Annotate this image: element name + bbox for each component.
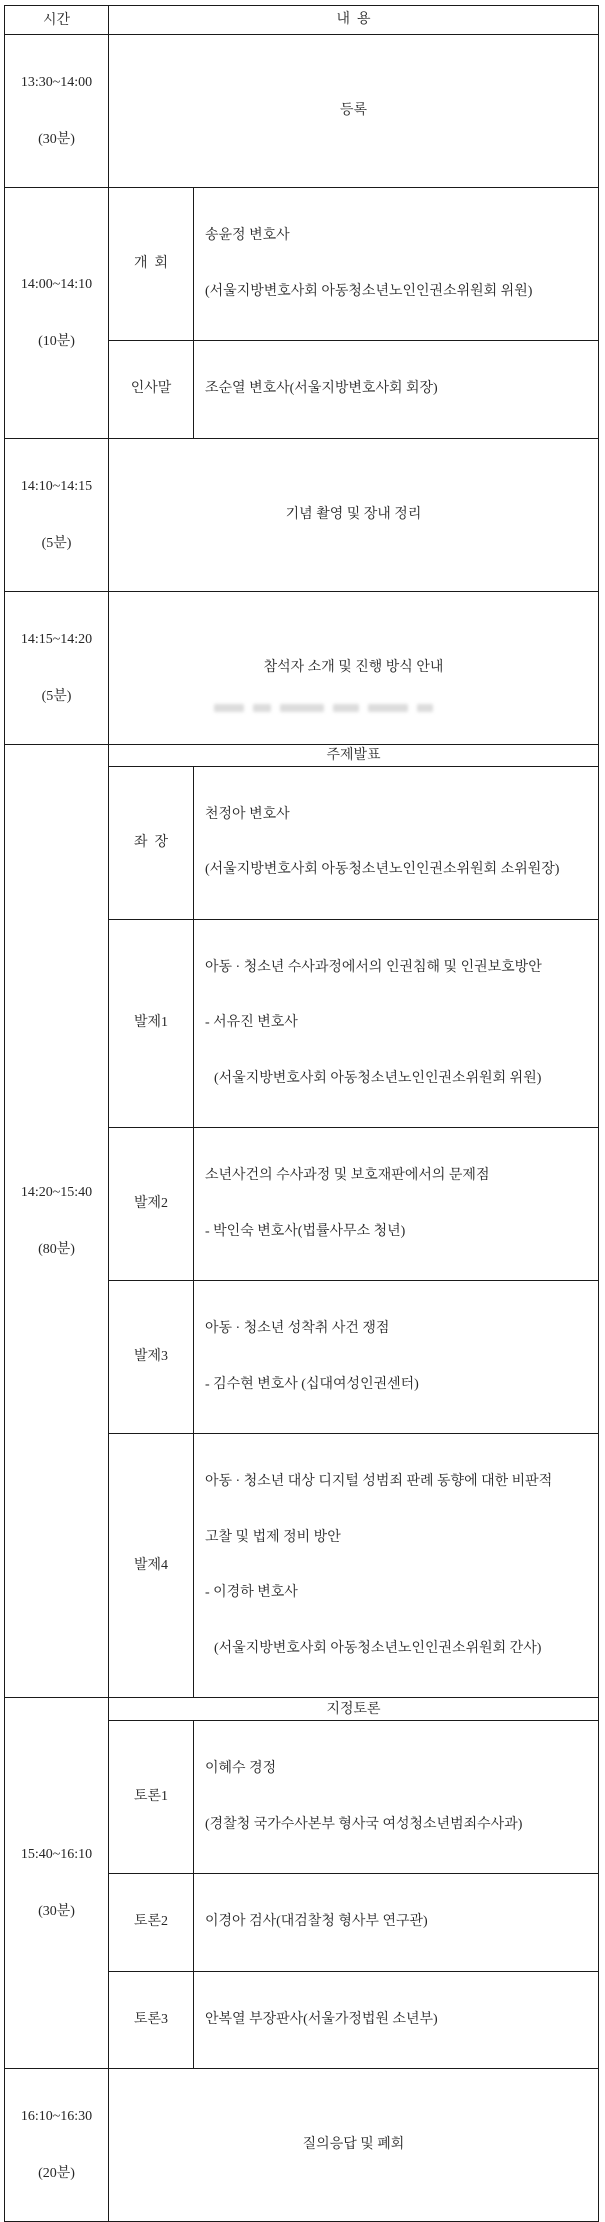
- time-range: 13:30~14:00: [20, 75, 93, 90]
- content-cell-greeting: [194, 341, 599, 439]
- presentation-title: 아동 · 청소년 수사과정에서의 인권침해 및 인권보호방안: [205, 959, 542, 975]
- section-title-presentations: 주제발표: [109, 744, 599, 766]
- time-duration: (10분): [38, 333, 75, 349]
- speaker-name: 천정아 변호사: [205, 806, 290, 822]
- presentation-title: 아동 · 청소년 성착취 사건 쟁점: [205, 1321, 390, 1336]
- time-range: 14:10~14:15: [20, 478, 93, 494]
- row-opening: [5, 188, 599, 341]
- label-cell-presentation-2: 발제2: [109, 1128, 194, 1281]
- time-range: 15:40~16:10: [20, 1847, 93, 1862]
- time-range: 14:00~14:10: [20, 276, 93, 292]
- content-column-header: 내 용: [109, 6, 599, 35]
- speaker-name: 이혜수 경정: [205, 1761, 277, 1776]
- time-range: 14:15~14:20: [20, 631, 93, 647]
- time-cell: [5, 591, 109, 744]
- speaker-name: 이경아 검사(대검찰청 형사부 연구관): [205, 1914, 428, 1929]
- content-cell-discussion-2: [194, 1874, 599, 1972]
- label-cell-discussion-2: 토론2: [109, 1874, 194, 1972]
- section-title-discussion: 지정토론: [109, 1698, 599, 1721]
- time-cell: [5, 35, 109, 188]
- row-intro: [5, 591, 599, 744]
- schedule-table: [4, 5, 599, 2222]
- label-cell-presentation-4: 발제4: [109, 1434, 194, 1698]
- time-duration: (20분): [38, 2166, 75, 2181]
- row-presentations-header: [5, 744, 599, 766]
- speaker-name: 안복열 부장판사(서울가정법원 소년부): [205, 2011, 438, 2027]
- content-cell-discussion-3: [194, 1971, 599, 2069]
- speaker-affiliation: (서울지방변호사회 아동청소년노인인권소위원회 위원): [214, 1070, 542, 1086]
- time-cell: [5, 1698, 109, 2069]
- label-cell-discussion-1: 토론1: [109, 1721, 194, 1874]
- row-discussion-header: [5, 1698, 599, 1721]
- content-cell-registration: 등록: [109, 35, 599, 188]
- content-cell-presentation-2: [194, 1128, 599, 1281]
- content-cell-photo: 기념 촬영 및 장내 정리: [109, 438, 599, 591]
- speaker-name: - 박인숙 변호사(법률사무소 청년): [205, 1223, 406, 1239]
- speaker-affiliation: (서울지방변호사회 아동청소년노인인권소위원회 소위원장): [205, 862, 560, 877]
- content-cell-presentation-3: [194, 1281, 599, 1434]
- label-cell-presentation-1: 발제1: [109, 919, 194, 1128]
- content-cell-closing: 질의응답 및 폐회: [109, 2069, 599, 2222]
- label-cell-chair: 좌 장: [109, 766, 194, 919]
- table-header-row: [5, 6, 599, 35]
- presentation-title: 아동 · 청소년 대상 디지털 성범죄 판례 동향에 대한 비판적: [205, 1474, 553, 1489]
- content-cell-chair: [194, 766, 599, 919]
- speaker-affiliation: (경찰청 국가수사본부 형사국 여성청소년범죄수사과): [205, 1816, 523, 1832]
- content-cell-presentation-1: [194, 919, 599, 1128]
- time-range: 16:10~16:30: [20, 2109, 93, 2124]
- label-cell-greeting: 인사말: [109, 341, 194, 439]
- presentation-title: 소년사건의 수사과정 및 보호재판에서의 문제점: [205, 1168, 490, 1183]
- label-cell-opening: 개 회: [109, 188, 194, 341]
- content-cell-discussion-1: [194, 1721, 599, 1874]
- speaker-name: 조순열 변호사(서울지방변호사회 회장): [205, 381, 438, 396]
- content-cell-intro: 참석자 소개 및 진행 방식 안내: [109, 591, 599, 744]
- time-cell: [5, 744, 109, 1698]
- time-duration: (30분): [38, 132, 75, 147]
- speaker-affiliation: (서울지방변호사회 아동청소년노인인권소위원회 위원): [205, 283, 533, 299]
- row-closing: [5, 2069, 599, 2222]
- time-duration: (5분): [41, 535, 72, 551]
- speaker-name: - 서유진 변호사: [205, 1015, 298, 1030]
- time-cell: [5, 188, 109, 439]
- time-cell: [5, 2069, 109, 2222]
- speaker-affiliation: (서울지방변호사회 아동청소년노인인권소위원회 간사): [214, 1640, 542, 1656]
- time-duration: (80분): [38, 1241, 75, 1257]
- content-cell-presentation-4: [194, 1434, 599, 1698]
- time-range: 14:20~15:40: [20, 1184, 93, 1200]
- time-cell: [5, 438, 109, 591]
- speaker-name: - 김수현 변호사 (십대여성인권센터): [205, 1376, 419, 1392]
- presentation-title-cont: 고찰 및 법제 정비 방안: [205, 1529, 341, 1545]
- speaker-name: - 이경하 변호사: [205, 1585, 298, 1600]
- speaker-name: 송윤정 변호사: [205, 228, 290, 243]
- content-cell-opening: [194, 188, 599, 341]
- time-duration: (5분): [41, 688, 72, 704]
- row-registration: [5, 35, 599, 188]
- row-photo: [5, 438, 599, 591]
- time-duration: (30분): [38, 1904, 75, 1919]
- label-cell-presentation-3: 발제3: [109, 1281, 194, 1434]
- label-cell-discussion-3: 토론3: [109, 1971, 194, 2069]
- time-column-header: 시간: [5, 6, 109, 35]
